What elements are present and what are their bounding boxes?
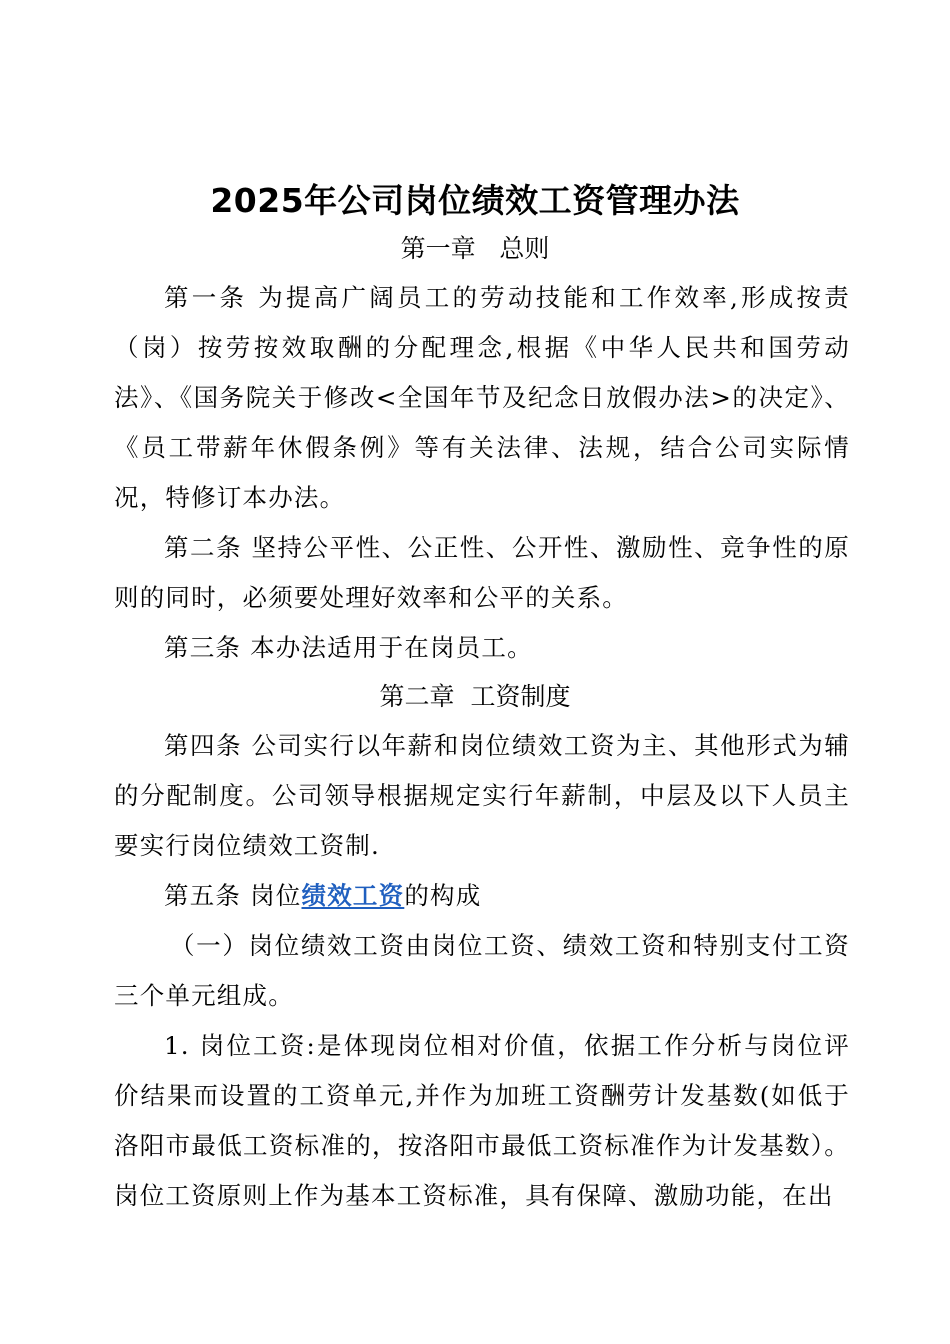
chapter-2-heading: 第二章 工资制度 [379,682,571,711]
article-5-suffix: 的构成 [404,881,482,910]
article-2: 第二条 坚持公平性、公正性、公开性、激励性、竞争性的原则的同时，必须要处理好效率和公平的关系。 [114,533,850,612]
document-title: 2025年公司岗位绩效工资管理办法 [210,181,740,220]
section-1-item-1: 1. 岗位工资:是体现岗位相对价值，依据工作分析与岗位评价结果而设置的工资单元,并作为加班工资酬劳计发基数(如低于洛阳市最低工资标准的，按洛阳市最低工资标准作为计发基数）。岗位工资原则上作为基本工资标准，具有保障、激励功能，在出 [114,1031,850,1210]
article-5-prefix: 第五条 岗位 [164,881,302,910]
section-1: （一）岗位绩效工资由岗位工资、绩效工资和特别支付工资三个单元组成。 [114,931,850,1010]
article-4: 第四条 公司实行以年薪和岗位绩效工资为主、其他形式为辅的分配制度。公司领导根据规定实行年薪制，中层及以下人员主要实行岗位绩效工资制. [114,731,850,860]
article-1: 第一条 为提高广阔员工的劳动技能和工作效率,形成按责（岗）按劳按效取酬的分配理念,根据《中华人民共和国劳动法》、《国务院关于修改<全国年节及纪念日放假办法>的决定》、《员工带薪年休假条例》等有关法律、法规，结合公司实际情况，特修订本办法。 [114,283,850,512]
chapter-1-heading: 第一章 总则 [400,234,550,263]
article-3: 第三条 本办法适用于在岗员工。 [164,633,533,662]
article-5 [114,871,850,921]
performance-pay-link[interactable]: 绩效工资 [301,881,405,910]
